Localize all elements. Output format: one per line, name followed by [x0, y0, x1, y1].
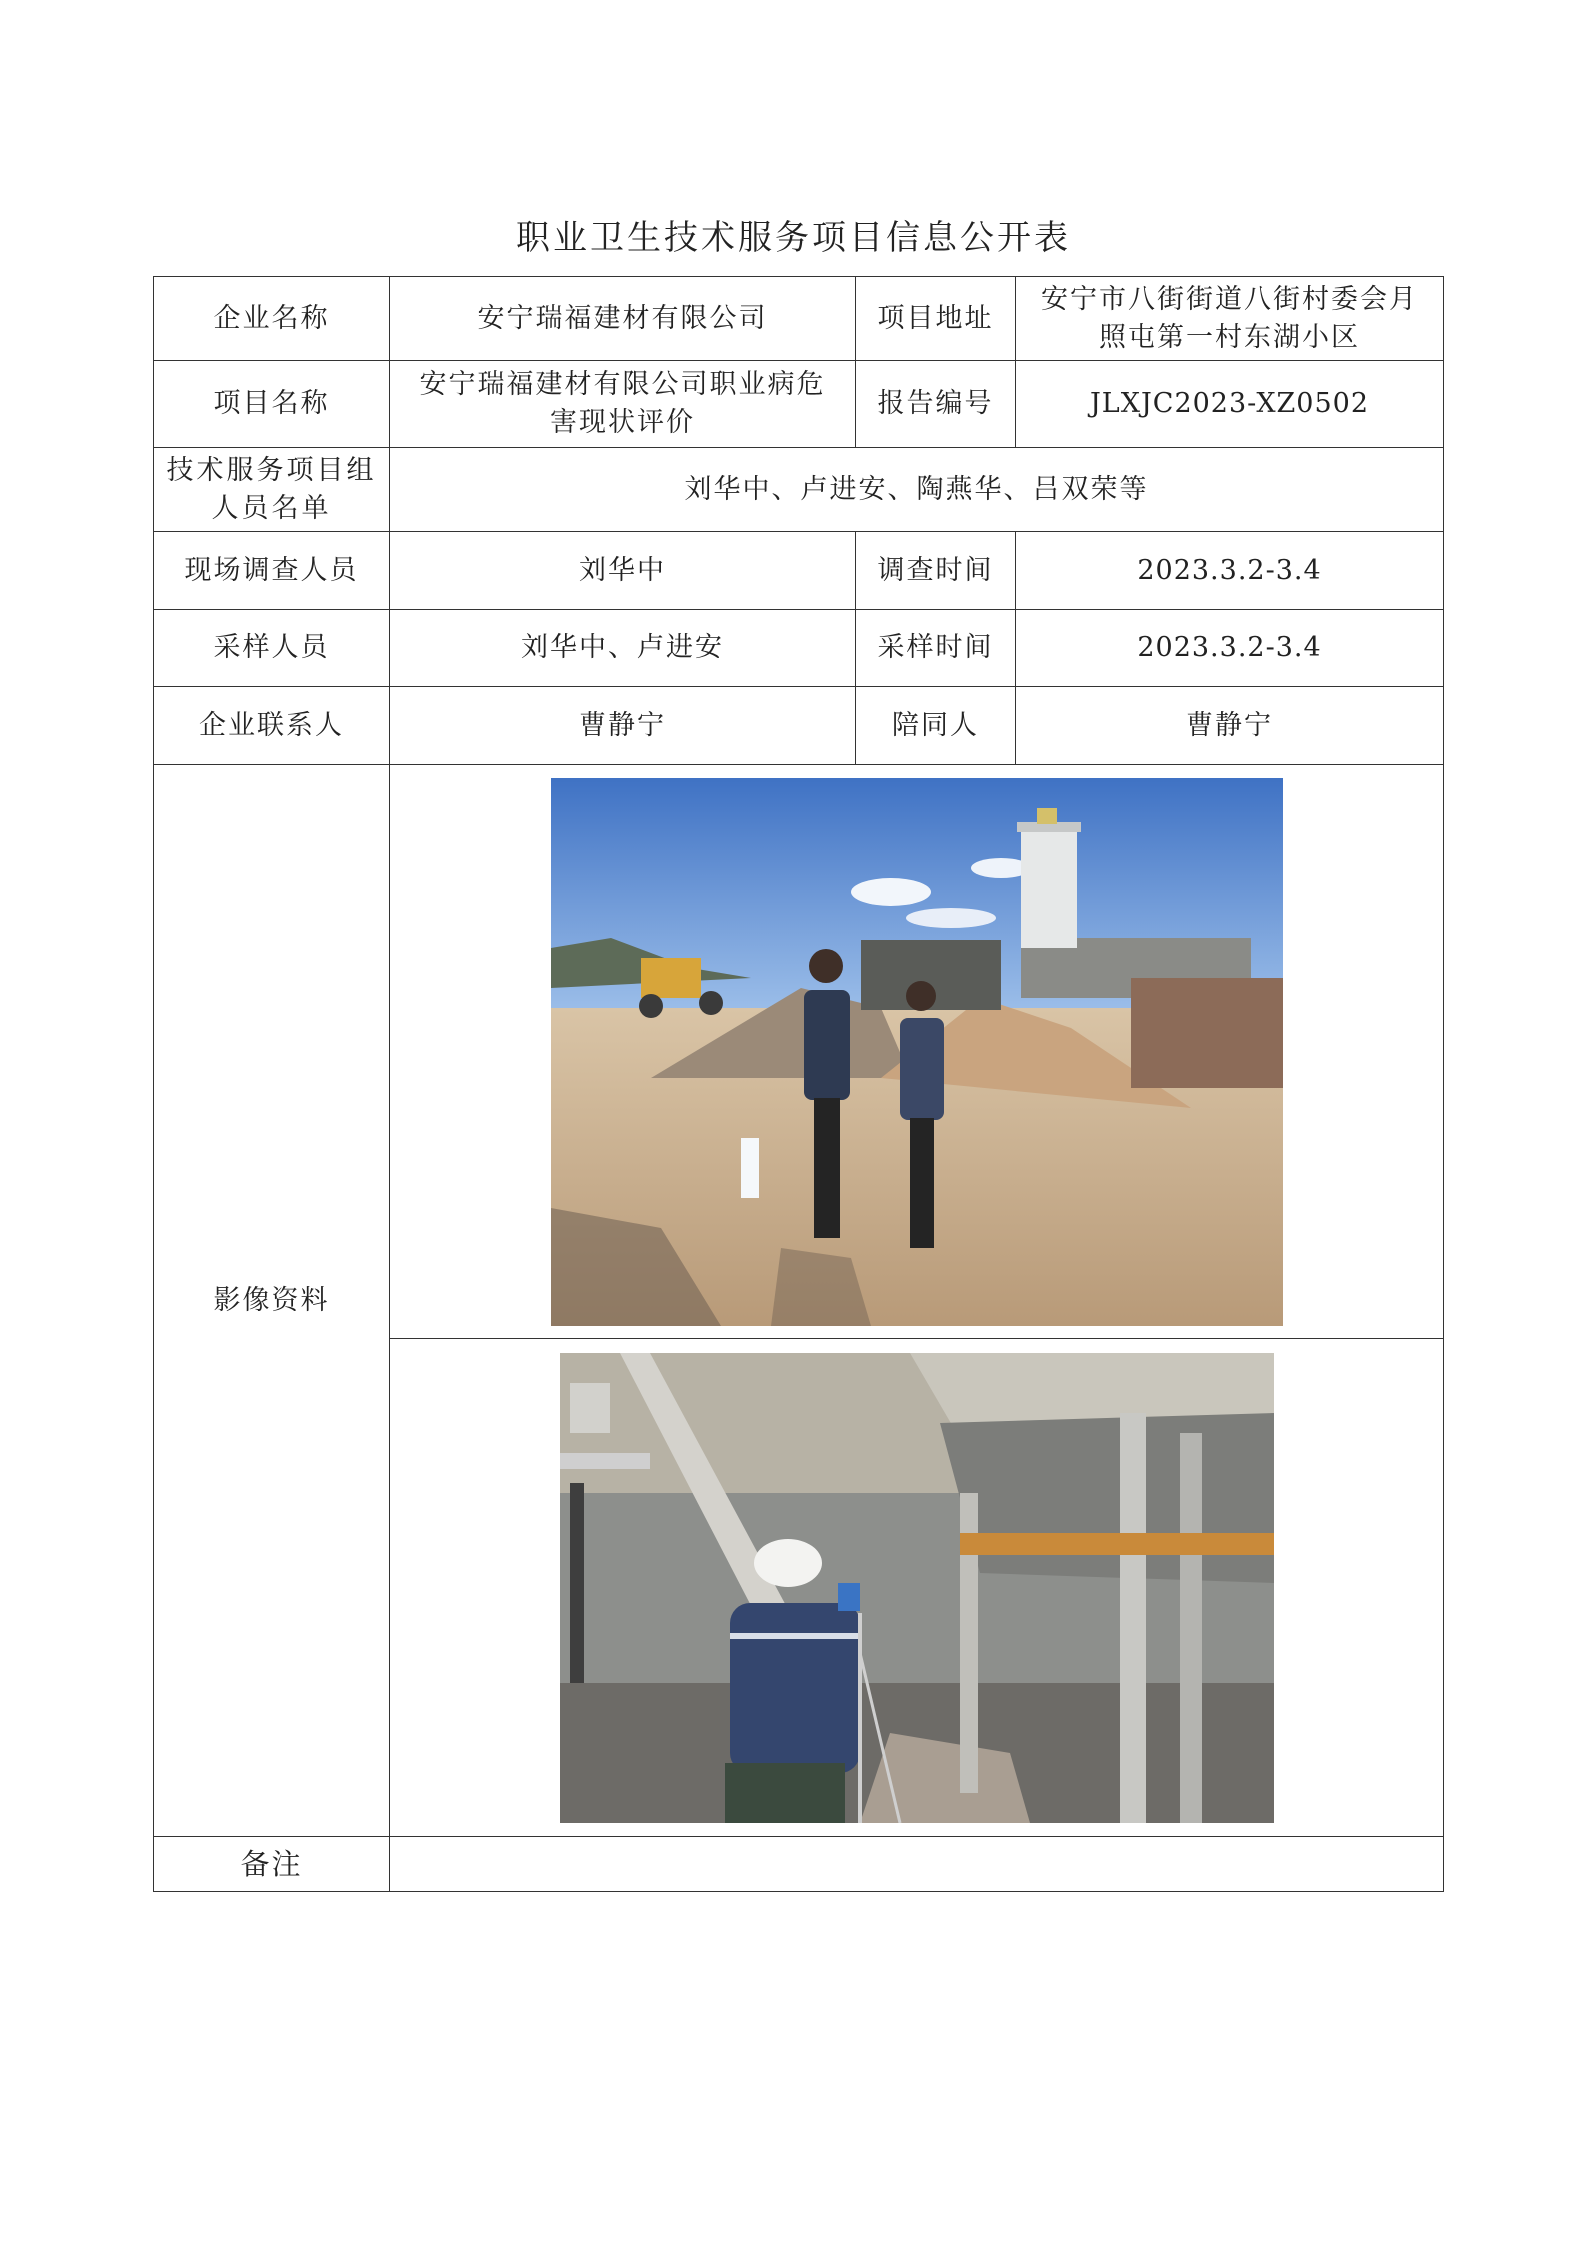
document-title: 职业卫生技术服务项目信息公开表 — [516, 218, 1071, 258]
sampling-time-label: 采样时间 — [856, 610, 1016, 687]
media-label: 影像资料 — [154, 765, 390, 1837]
survey-time-label: 调查时间 — [856, 532, 1016, 610]
project-name-value: 安宁瑞福建材有限公司职业病危害现状评价 — [390, 361, 856, 448]
row-project — [154, 361, 1444, 448]
row-contact — [154, 687, 1444, 765]
project-address-value: 安宁市八街街道八街村委会月照屯第一村东湖小区 — [1016, 277, 1444, 361]
row-company — [154, 277, 1444, 361]
project-address-label: 项目地址 — [856, 277, 1016, 361]
info-table — [153, 276, 1444, 1892]
project-name-label: 项目名称 — [154, 361, 390, 448]
escort-value: 曹静宁 — [1016, 687, 1444, 765]
company-contact-label: 企业联系人 — [154, 687, 390, 765]
row-media-1 — [154, 765, 1444, 1339]
photo-cell-2 — [390, 1339, 1444, 1837]
remarks-label: 备注 — [154, 1837, 390, 1892]
sampling-time-value: 2023.3.2-3.4 — [1016, 610, 1444, 687]
survey-staff-label: 现场调查人员 — [154, 532, 390, 610]
company-name-value: 安宁瑞福建材有限公司 — [390, 277, 856, 361]
photo-cell-1 — [390, 765, 1444, 1339]
report-number-label: 报告编号 — [856, 361, 1016, 448]
survey-time-value: 2023.3.2-3.4 — [1016, 532, 1444, 610]
sampling-staff-value: 刘华中、卢进安 — [390, 610, 856, 687]
remarks-value — [390, 1837, 1444, 1892]
site-photo-sampling — [560, 1353, 1274, 1823]
escort-label: 陪同人 — [856, 687, 1016, 765]
report-number-value: JLXJC2023-XZ0502 — [1016, 361, 1444, 448]
sampling-staff-label: 采样人员 — [154, 610, 390, 687]
site-photo-workers — [551, 778, 1283, 1326]
row-team — [154, 448, 1444, 532]
row-survey — [154, 532, 1444, 610]
company-contact-value: 曹静宁 — [390, 687, 856, 765]
team-members-label: 技术服务项目组人员名单 — [154, 448, 390, 532]
row-remarks — [154, 1837, 1444, 1892]
row-sampling — [154, 610, 1444, 687]
team-members-value: 刘华中、卢进安、陶燕华、吕双荣等 — [390, 448, 1444, 532]
survey-staff-value: 刘华中 — [390, 532, 856, 610]
company-name-label: 企业名称 — [154, 277, 390, 361]
